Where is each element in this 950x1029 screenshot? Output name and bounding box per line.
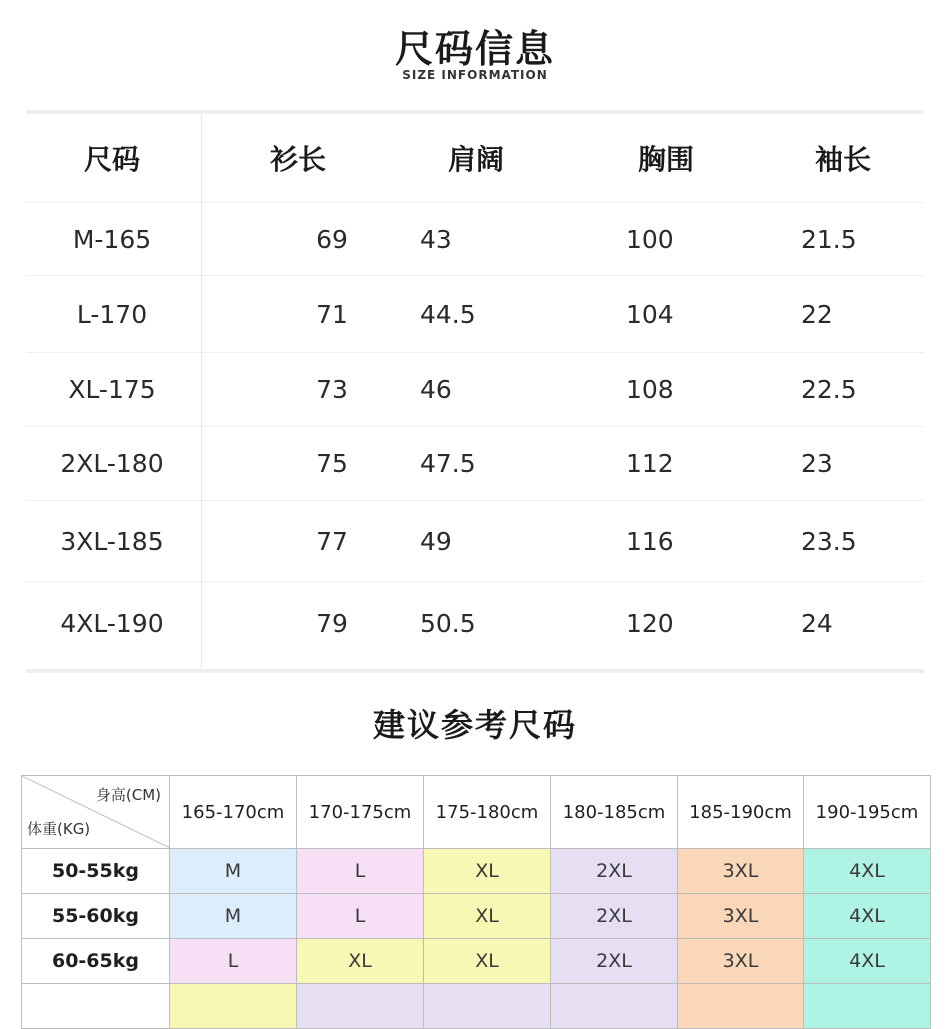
recommended-size-cell: 4XL bbox=[804, 939, 931, 984]
length-cell: 73 bbox=[316, 375, 348, 404]
recommend-title: 建议参考尺码 bbox=[372, 706, 577, 744]
height-column-header: 190-195cm bbox=[804, 776, 931, 849]
recommended-size-cell: L bbox=[170, 939, 297, 984]
size-row bbox=[26, 427, 924, 501]
recommended-size-cell: 4XL bbox=[804, 849, 931, 894]
weight-row-label: 55-60kg bbox=[22, 894, 170, 939]
height-column-header: 170-175cm bbox=[297, 776, 424, 849]
header-chest: 胸围 bbox=[637, 143, 694, 176]
recommended-size-cell bbox=[551, 984, 678, 1029]
recommend-table bbox=[21, 775, 931, 1029]
size-row bbox=[26, 501, 924, 582]
recommended-size-cell: 2XL bbox=[551, 939, 678, 984]
sleeve-cell: 24 bbox=[801, 609, 833, 638]
header-size: 尺码 bbox=[83, 143, 140, 176]
recommended-size-cell: XL bbox=[424, 939, 551, 984]
size-cell: XL-175 bbox=[68, 375, 156, 404]
recommended-size-cell: 3XL bbox=[678, 894, 804, 939]
recommended-size-cell bbox=[804, 984, 931, 1029]
shoulder-cell: 43 bbox=[420, 224, 452, 254]
recommended-size-cell bbox=[424, 984, 551, 1029]
recommended-size-cell: XL bbox=[424, 849, 551, 894]
chest-cell: 100 bbox=[626, 224, 674, 254]
height-column-header: 165-170cm bbox=[170, 776, 297, 849]
page-subtitle: SIZE INFORMATION bbox=[402, 68, 548, 82]
size-cell: L-170 bbox=[76, 299, 148, 329]
size-cell: 4XL-190 bbox=[60, 609, 164, 638]
recommend-row bbox=[22, 894, 931, 939]
recommended-size-cell bbox=[678, 984, 804, 1029]
length-cell: 77 bbox=[316, 526, 348, 556]
length-cell: 79 bbox=[316, 609, 348, 638]
shoulder-cell: 49 bbox=[420, 526, 452, 556]
recommended-size-cell bbox=[297, 984, 424, 1029]
shoulder-cell: 46 bbox=[420, 375, 452, 404]
weight-axis-label: 体重(KG) bbox=[27, 820, 91, 838]
size-row bbox=[26, 276, 924, 353]
length-cell: 69 bbox=[316, 224, 348, 254]
recommend-row bbox=[22, 849, 931, 894]
chest-cell: 104 bbox=[626, 299, 674, 329]
chest-cell: 116 bbox=[626, 526, 674, 556]
sleeve-cell: 23.5 bbox=[801, 526, 857, 556]
recommended-size-cell: M bbox=[170, 894, 297, 939]
size-table bbox=[26, 110, 924, 673]
weight-row-label: 50-55kg bbox=[22, 849, 170, 894]
chest-cell: 112 bbox=[626, 449, 674, 478]
recommended-size-cell: 4XL bbox=[804, 894, 931, 939]
recommended-size-cell: 2XL bbox=[551, 849, 678, 894]
recommended-size-cell bbox=[170, 984, 297, 1029]
length-cell: 71 bbox=[316, 299, 348, 329]
size-row bbox=[26, 353, 924, 427]
header-shoulder: 肩阔 bbox=[447, 143, 504, 176]
shoulder-cell: 50.5 bbox=[420, 609, 476, 638]
page-title: 尺码信息 bbox=[394, 27, 555, 71]
sleeve-cell: 22 bbox=[801, 299, 833, 329]
recommended-size-cell: L bbox=[297, 849, 424, 894]
chest-cell: 108 bbox=[626, 375, 674, 404]
weight-row-label bbox=[22, 984, 170, 1029]
height-column-header: 180-185cm bbox=[551, 776, 678, 849]
recommended-size-cell: 3XL bbox=[678, 849, 804, 894]
header-length: 衫长 bbox=[269, 143, 326, 176]
recommended-size-cell: 3XL bbox=[678, 939, 804, 984]
chest-cell: 120 bbox=[626, 609, 674, 638]
sleeve-cell: 22.5 bbox=[801, 375, 857, 404]
size-cell: M-165 bbox=[72, 224, 152, 254]
recommended-size-cell: XL bbox=[297, 939, 424, 984]
recommend-row bbox=[22, 939, 931, 984]
recommended-size-cell: M bbox=[170, 849, 297, 894]
corner-cell bbox=[22, 776, 170, 849]
header-sleeve: 袖长 bbox=[814, 143, 871, 176]
recommended-size-cell: 2XL bbox=[551, 894, 678, 939]
size-row bbox=[26, 203, 924, 276]
height-column-header: 175-180cm bbox=[424, 776, 551, 849]
length-cell: 75 bbox=[316, 449, 348, 478]
shoulder-cell: 44.5 bbox=[420, 299, 476, 329]
height-axis-label: 身高(CM) bbox=[95, 786, 161, 804]
sleeve-cell: 23 bbox=[801, 449, 833, 478]
size-cell: 3XL-185 bbox=[60, 526, 164, 556]
recommend-row bbox=[22, 984, 931, 1029]
size-table-header bbox=[26, 114, 924, 203]
size-row bbox=[26, 582, 924, 665]
recommended-size-cell: L bbox=[297, 894, 424, 939]
size-cell: 2XL-180 bbox=[60, 449, 164, 478]
height-column-header: 185-190cm bbox=[678, 776, 804, 849]
recommended-size-cell: XL bbox=[424, 894, 551, 939]
weight-row-label: 60-65kg bbox=[22, 939, 170, 984]
recommend-header-row bbox=[22, 776, 931, 849]
shoulder-cell: 47.5 bbox=[420, 449, 476, 478]
sleeve-cell: 21.5 bbox=[801, 224, 857, 254]
